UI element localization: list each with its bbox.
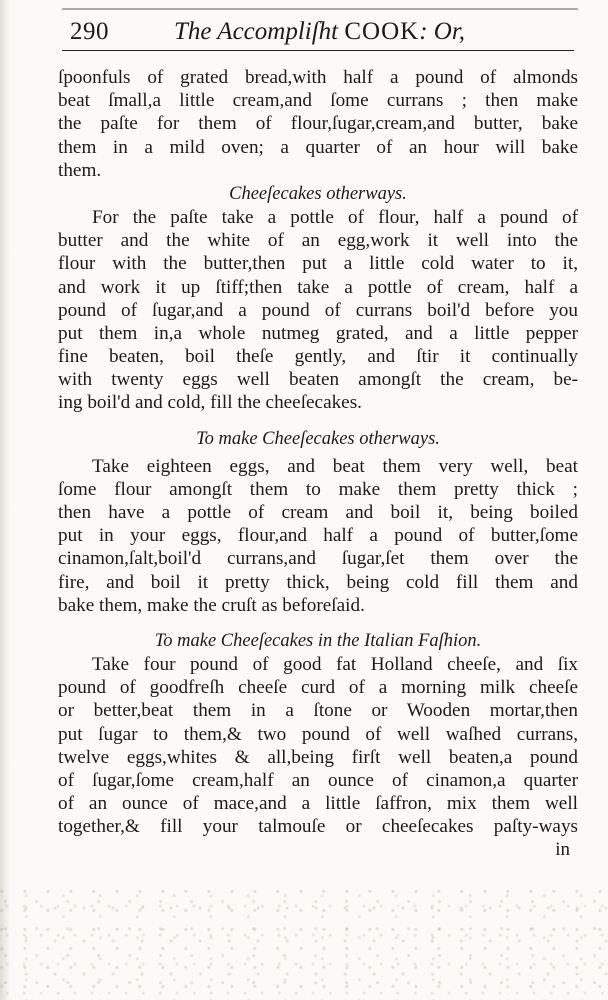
section-gap bbox=[58, 617, 578, 629]
text-line: flour with the butter,then put a little cold water to it, bbox=[58, 253, 578, 275]
text-line: Take eighteen eggs, and beat them very well, beat bbox=[92, 455, 578, 477]
running-title-italic: The Accompliſht bbox=[174, 18, 345, 45]
text-line: together,& fill your talmouſe or cheeſecakes paſty-ways bbox=[58, 816, 578, 838]
text-line: them. bbox=[58, 159, 102, 181]
text-line: Take four pound of good fat Holland cheeſe, and ſix bbox=[92, 653, 578, 675]
recipe-heading-italian-fashion: To make Cheeſecakes in the Italian Faſhion. bbox=[154, 630, 482, 651]
page-gutter-shadow bbox=[0, 0, 10, 1000]
paper-speckle bbox=[0, 880, 608, 1000]
text-line: put in your eggs, flour,and half a pound of butter,ſome bbox=[58, 525, 578, 547]
text-line: cinamon,ſalt,boil'd currans,and ſugar,ſet them over the bbox=[58, 548, 578, 570]
header-divider bbox=[62, 50, 574, 51]
text-line: of ſugar,ſome cream,half an ounce of cinamon,a quarter bbox=[58, 769, 578, 791]
text-line: or better,beat them in a ſtone or Wooden mortar,then bbox=[58, 700, 578, 722]
text-line: bake them, make the cruſt as beforeſaid. bbox=[58, 594, 365, 616]
text-line: put them in,a whole nutmeg grated, and a little pepper bbox=[58, 322, 578, 344]
text-line: put ſugar to them,& two pound of well waſhed currans, bbox=[58, 723, 578, 745]
text-line: then have a pottle of cream and boil it, being boiled bbox=[58, 502, 578, 523]
text-line: with twenty eggs well beaten amongſt the cream, be- bbox=[58, 369, 578, 391]
text-line: them in a mild oven; a quarter of an hour will bake bbox=[58, 136, 578, 158]
catchword: in bbox=[555, 839, 570, 861]
text-line: pound of goodfreſh cheeſe curd of a morning milk cheeſe bbox=[58, 677, 578, 699]
text-line: fire, and boil it pretty thick, being cold fill them and bbox=[58, 571, 578, 593]
top-rule bbox=[62, 8, 578, 10]
recipe-heading-to-make-cheesecakes-otherways: To make Cheeſecakes otherways. bbox=[196, 428, 440, 449]
text-line: of an ounce of mace,and a little ſaffron, mix them well bbox=[58, 793, 578, 815]
page-header bbox=[66, 14, 578, 50]
text-line: the paſte for them of flour,ſugar,cream,and butter, bake bbox=[58, 113, 578, 135]
text-line: For the paſte take a pottle of flour, half a pound of bbox=[92, 206, 578, 228]
text-line: butter and the white of an egg,work it well into the bbox=[58, 230, 578, 252]
text-line: pound of ſugar,and a pound of currans boil'd before you bbox=[58, 299, 578, 321]
recipe-heading-cheesecakes-otherways: Cheeſecakes otherways. bbox=[229, 183, 407, 204]
page-number: 290 bbox=[70, 18, 109, 45]
text-line: ſpoonfuls of grated bread,with half a pound of almonds bbox=[58, 67, 578, 88]
text-line: fine beaten, boil theſe gently, and ſtir it continually bbox=[58, 346, 578, 368]
section-gap bbox=[58, 415, 578, 427]
running-title-tail: : Or, bbox=[419, 18, 466, 45]
text-line: and work it up ſtiff;then take a pottle of cream, half a bbox=[58, 276, 578, 298]
body-text bbox=[58, 66, 578, 861]
text-line: ſome flour amongſt them to make them pretty thick ; bbox=[58, 478, 578, 500]
text-line: twelve eggs,whites & all,being firſt well beaten,a pound bbox=[58, 746, 578, 768]
text-line: ing boil'd and cold, fill the cheeſecakes. bbox=[58, 392, 362, 414]
text-line: beat ſmall,a little cream,and ſome currans ; then make bbox=[58, 90, 578, 112]
running-title-caps: COOK bbox=[344, 18, 420, 45]
running-title bbox=[174, 18, 465, 46]
